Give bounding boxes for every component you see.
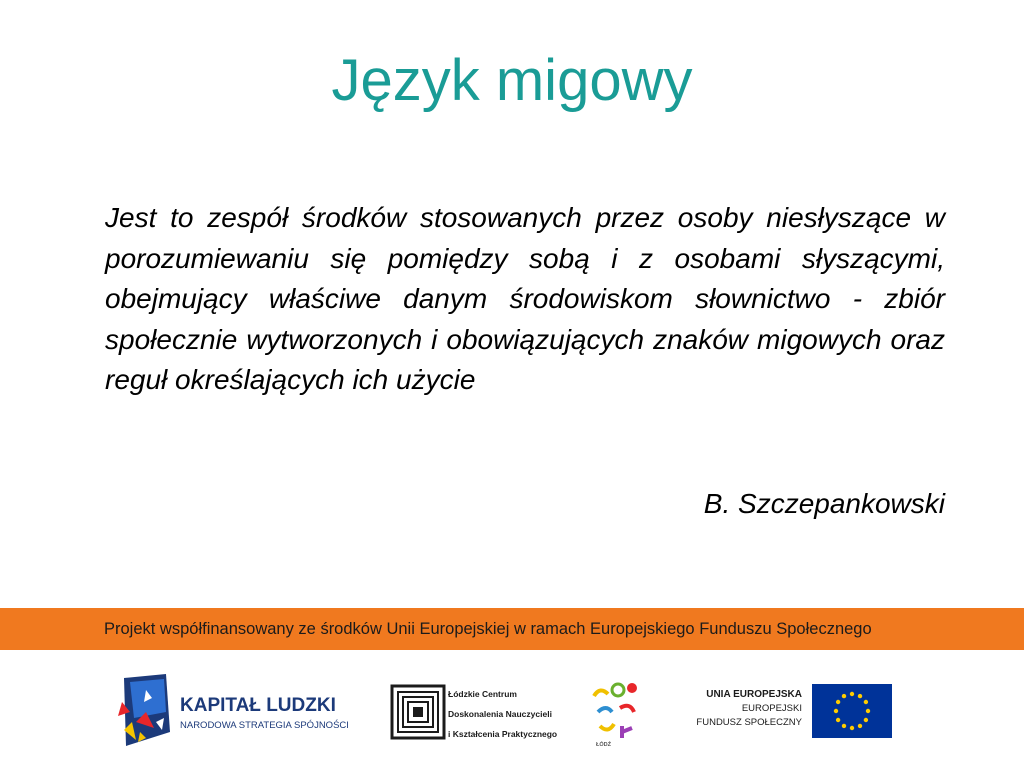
lodzkie-centrum-line2: Doskonalenia Nauczycieli [448, 709, 552, 719]
slide-title: Język migowy [331, 48, 693, 113]
concentric-squares-icon [390, 684, 446, 740]
lodzkie-centrum-line3: i Kształcenia Praktycznego [448, 729, 558, 739]
kapital-ludzki-logo [116, 672, 356, 750]
odn-caption: ŁÓDŹ [596, 742, 611, 748]
eu-flag-icon [812, 684, 892, 738]
definition-text: Jest to zespół środków stosowanych przez osoby niesłyszące w porozumiewaniu się pomiędzy sobą i z osobami słyszącymi, obejmujący właściwe danym środowiskom słownictwo - zbiór społecznie wytworzonych i obowiązujących znaków migowych oraz reguł określających ich użycie [105, 202, 945, 395]
cofinancing-band [0, 608, 1024, 650]
cofinancing-text: Projekt współfinansowany ze środków Unii Europejskiej w ramach Europejskiego Funduszu Społecznego [104, 620, 872, 638]
kapital-ludzki-emblem-icon [116, 672, 176, 750]
unia-europejska-logo [690, 680, 900, 740]
quote-author: B. Szczepankowski [703, 488, 945, 519]
kapital-ludzki-subtitle: NARODOWA STRATEGIA SPÓJNOŚCI [180, 720, 349, 731]
unia-europejska-text [696, 688, 802, 730]
lodzkie-centrum-text [448, 684, 558, 744]
odn-logo [588, 678, 644, 754]
lodzkie-centrum-line1: Łódzkie Centrum [448, 689, 517, 699]
lodzkie-centrum-logo [390, 684, 558, 744]
unia-europejska-line2: EUROPEJSKI [741, 703, 802, 714]
odn-emblem-icon [588, 678, 644, 742]
kapital-ludzki-title: KAPITAŁ LUDZKI [180, 695, 336, 716]
unia-europejska-line1: UNIA EUROPEJSKA [706, 689, 802, 700]
unia-europejska-line3: FUNDUSZ SPOŁECZNY [696, 717, 802, 728]
